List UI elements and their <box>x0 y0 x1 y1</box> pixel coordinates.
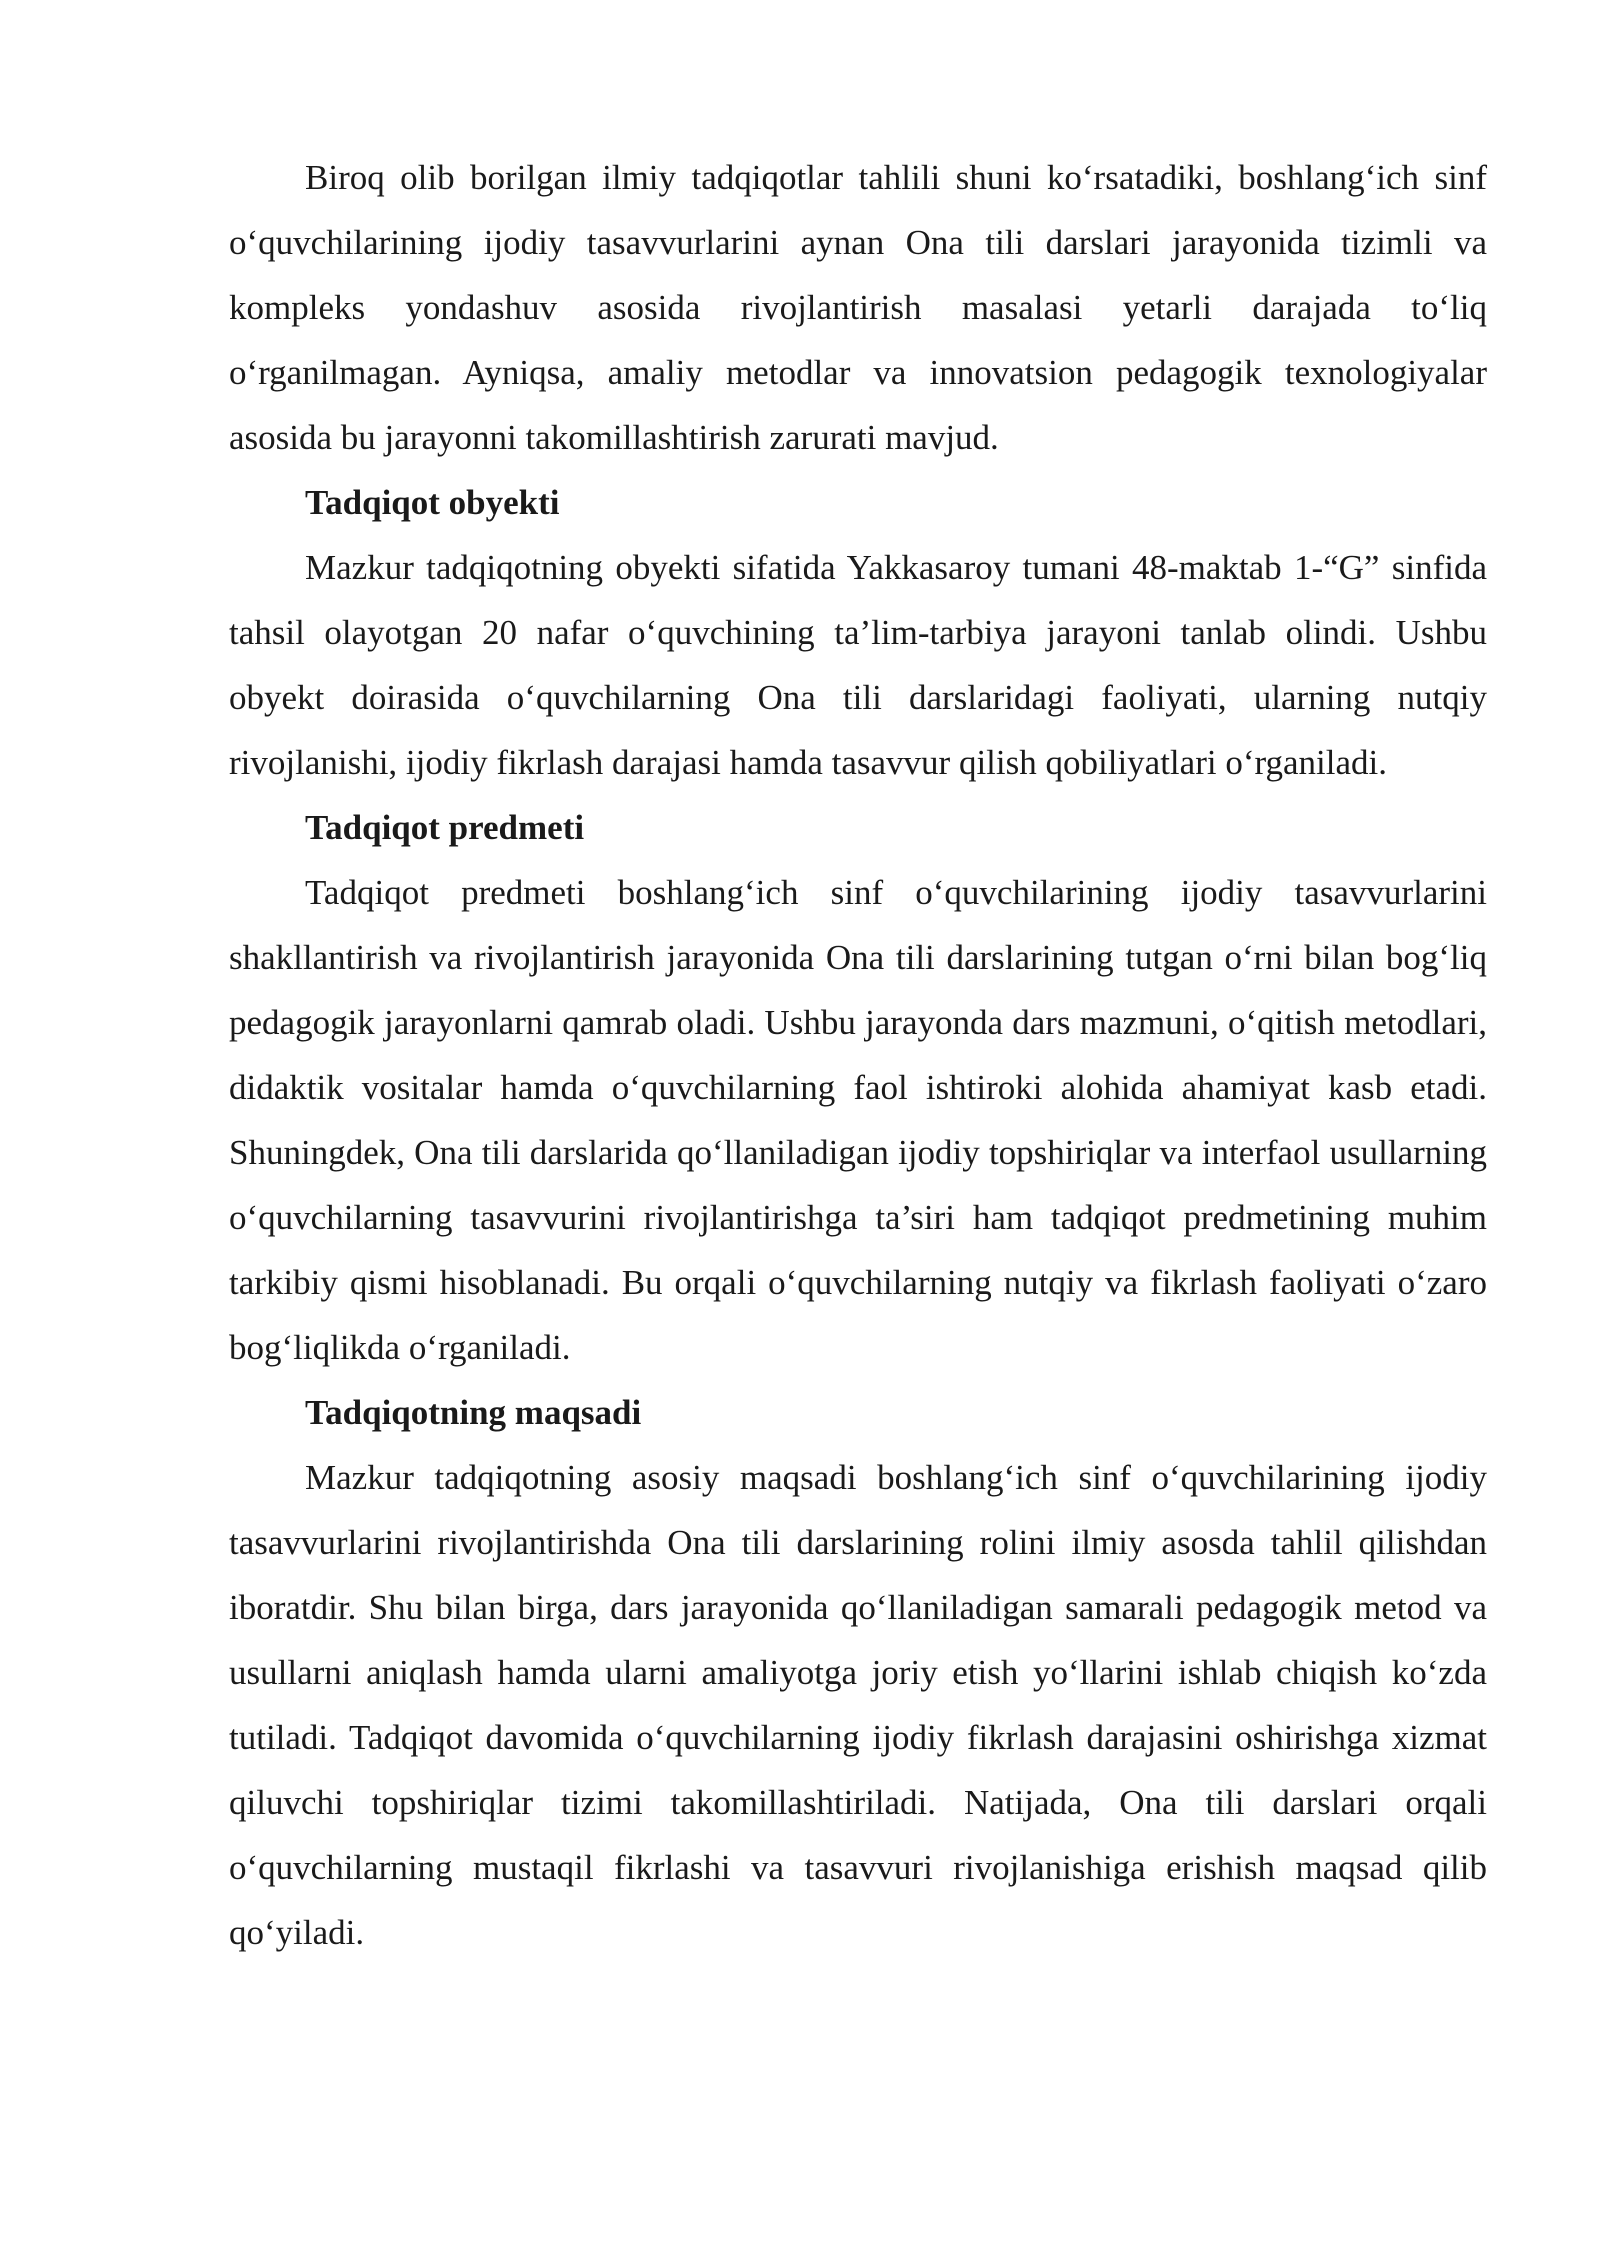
document-page <box>229 145 1487 1965</box>
research-subject-paragraph: Tadqiqot predmeti boshlang‘ich sinf o‘quvchilarining ijodiy tasavvurlarini shakllantirish va rivojlantirish jarayonida Ona tili darslarining tutgan o‘rni bilan bog‘liq pedagogik jarayonlarni qamrab oladi. Ushbu jarayonda dars mazmuni, o‘qitish metodlari, didaktik vositalar hamda o‘quvchilarning faol ishtiroki alohida ahamiyat kasb etadi. Shuningdek, Ona tili darslarida qo‘llaniladigan ijodiy topshiriqlar va interfaol usullarning o‘quvchilarning tasavvurini rivojlantirishga ta’siri ham tadqiqot predmetining muhim tarkibiy qismi hisoblanadi. Bu orqali o‘quvchilarning nutqiy va fikrlash faoliyati o‘zaro bog‘liqlikda o‘rganiladi. <box>229 873 1487 1367</box>
intro-paragraph: Biroq olib borilgan ilmiy tadqiqotlar tahlili shuni ko‘rsatadiki, boshlang‘ich sinf o‘quvchilarining ijodiy tasavvurlarini aynan Ona tili darslari jarayonida tizimli va kompleks yondashuv asosida rivojlantirish masalasi yetarli darajada to‘liq o‘rganilmagan. Ayniqsa, amaliy metodlar va innovatsion pedagogik texnologiyalar asosida bu jarayonni takomillashtirish zarurati mavjud. <box>229 158 1487 457</box>
heading-research-subject: Tadqiqot predmeti <box>305 808 585 847</box>
research-object-paragraph: Mazkur tadqiqotning obyekti sifatida Yakkasaroy tumani 48-maktab 1-“G” sinfida tahsil olayotgan 20 nafar o‘quvchining ta’lim-tarbiya jarayoni tanlab olindi. Ushbu obyekt doirasida o‘quvchilarning Ona tili darslaridagi faoliyati, ularning nutqiy rivojlanishi, ijodiy fikrlash darajasi hamda tasavvur qilish qobiliyatlari o‘rganiladi. <box>229 548 1487 782</box>
heading-research-goal: Tadqiqotning maqsadi <box>305 1393 642 1432</box>
heading-research-object: Tadqiqot obyekti <box>305 483 560 522</box>
research-goal-paragraph: Mazkur tadqiqotning asosiy maqsadi boshlang‘ich sinf o‘quvchilarining ijodiy tasavvurlarini rivojlantirishda Ona tili darslarining rolini ilmiy asosda tahlil qilishdan iboratdir. Shu bilan birga, dars jarayonida qo‘llaniladigan samarali pedagogik metod va usullarni aniqlash hamda ularni amaliyotga joriy etish yo‘llarini ishlab chiqish ko‘zda tutiladi. Tadqiqot davomida o‘quvchilarning ijodiy fikrlash darajasini oshirishga xizmat qiluvchi topshiriqlar tizimi takomillashtiriladi. Natijada, Ona tili darslari orqali o‘quvchilarning mustaqil fikrlashi va tasavvuri rivojlanishiga erishish maqsad qilib qo‘yiladi. <box>229 1458 1487 1952</box>
